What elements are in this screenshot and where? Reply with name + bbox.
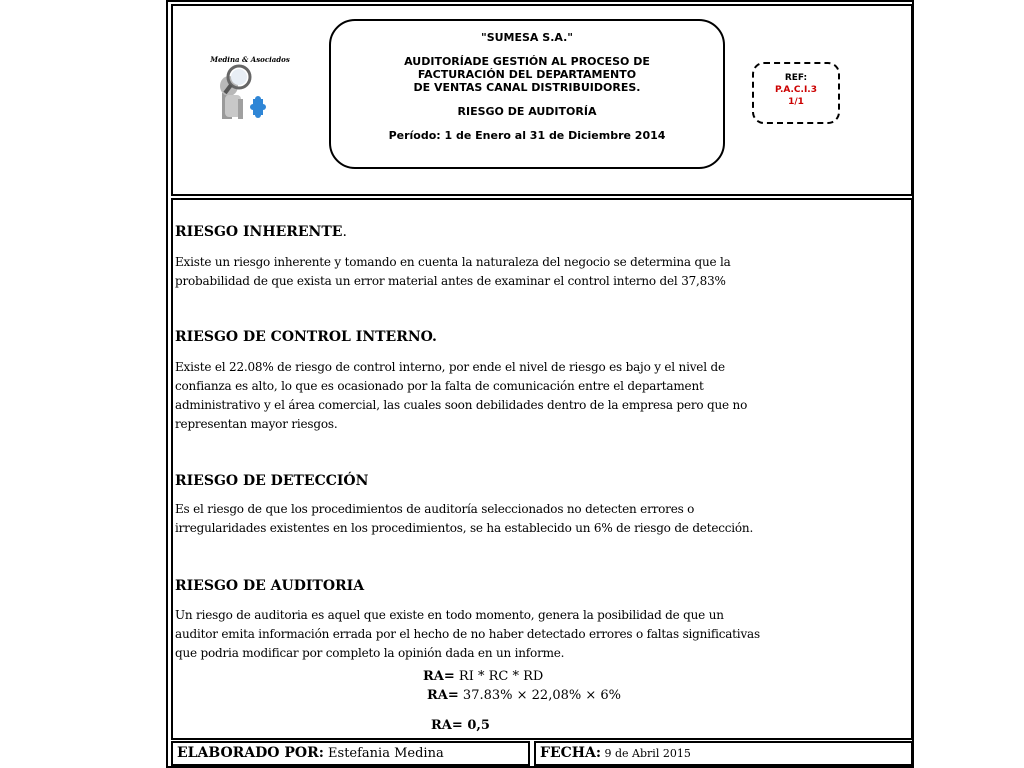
logo-text: Medina & Asociados: [210, 55, 290, 64]
formula-value: RI * RC * RD: [454, 669, 544, 684]
section-title-suffix: .: [342, 224, 347, 240]
formula-label: RA=: [423, 669, 455, 684]
date-value: 9 de Abril 2015: [601, 747, 691, 760]
ref-label: REF:: [784, 73, 808, 83]
section-text-detection: [175, 500, 910, 538]
section-title-text: RIESGO INHERENTE: [175, 224, 343, 240]
text-line: representan mayor riesgos.: [175, 417, 338, 431]
text-line: confianza es alto, lo que es ocasionado por la falta de comunicación entre el departament: [175, 379, 704, 393]
ref-page: 1/1: [788, 97, 804, 107]
risk-title: RIESGO DE AUDITORÍA: [457, 105, 597, 118]
formula-value: 37.83% × 22,08% × 6%: [458, 688, 622, 703]
date-cell: [534, 741, 913, 766]
elaborated-value: Estefania Medina: [323, 746, 444, 761]
audit-title-line: DE VENTAS CANAL DISTRIBUIDORES.: [413, 81, 641, 94]
section-text-audit: [175, 606, 910, 663]
text-line: Existe el 22.08% de riesgo de control interno, por ende el nivel de riesgo es bajo y el nivel de: [175, 360, 725, 374]
text-line: Es el riesgo de que los procedimientos de auditoría seleccionados no detecten errores o: [175, 502, 695, 516]
company-name: "SUMESA S.A.": [480, 31, 574, 44]
elaborated-by-cell: [171, 741, 530, 766]
audit-title-line: AUDITORÍADE GESTIÓN AL PROCESO DE: [404, 55, 650, 68]
text-line: administrativo y el área comercial, las cuales soon debilidades dentro de la empresa pero que no: [175, 398, 748, 412]
reference-box: [752, 62, 840, 124]
ref-code: P.A.C.I.3: [775, 85, 817, 95]
period: Período: 1 de Enero al 31 de Diciembre 2014: [388, 129, 666, 142]
formula-line-2: [427, 688, 621, 703]
section-title-audit: RIESGO DE AUDITORIA: [175, 578, 365, 594]
magnifier-person-icon: [205, 55, 295, 125]
section-title-inherent: [175, 224, 347, 240]
section-title-detection: RIESGO DE DETECCIÓN: [175, 473, 369, 489]
report-title-box: [329, 19, 725, 169]
audit-title: [331, 55, 723, 94]
formula-line-1: [423, 669, 543, 684]
text-line: irregularidades existentes en los procedimientos, se ha establecido un 6% de riesgo de detección.: [175, 521, 754, 535]
text-line: auditor emita información errada por el hecho de no haber detectado errores o faltas significativas: [175, 627, 760, 641]
section-text-inherent: [175, 253, 910, 291]
formula-value: 0,5: [462, 718, 490, 733]
date-label: FECHA:: [540, 745, 602, 761]
elaborated-label: ELABORADO POR:: [177, 745, 324, 761]
text-line: Existe un riesgo inherente y tomando en cuenta la naturaleza del negocio se determina que la: [175, 255, 731, 269]
formula-result: [431, 718, 490, 733]
text-line: Un riesgo de auditoria es aquel que existe en todo momento, genera la posibilidad de que un: [175, 608, 724, 622]
audit-title-line: FACTURACIÓN DEL DEPARTAMENTO: [417, 68, 637, 81]
text-line: que podria modificar por completo la opinión dada en un informe.: [175, 646, 565, 660]
formula-label: RA=: [431, 718, 463, 733]
section-text-control: [175, 358, 910, 434]
formula-label: RA=: [427, 688, 459, 703]
section-title-control: RIESGO DE CONTROL INTERNO.: [175, 329, 437, 345]
company-logo: [205, 55, 295, 125]
text-line: probabilidad de que exista un error material antes de examinar el control interno del 37,83%: [175, 274, 726, 288]
